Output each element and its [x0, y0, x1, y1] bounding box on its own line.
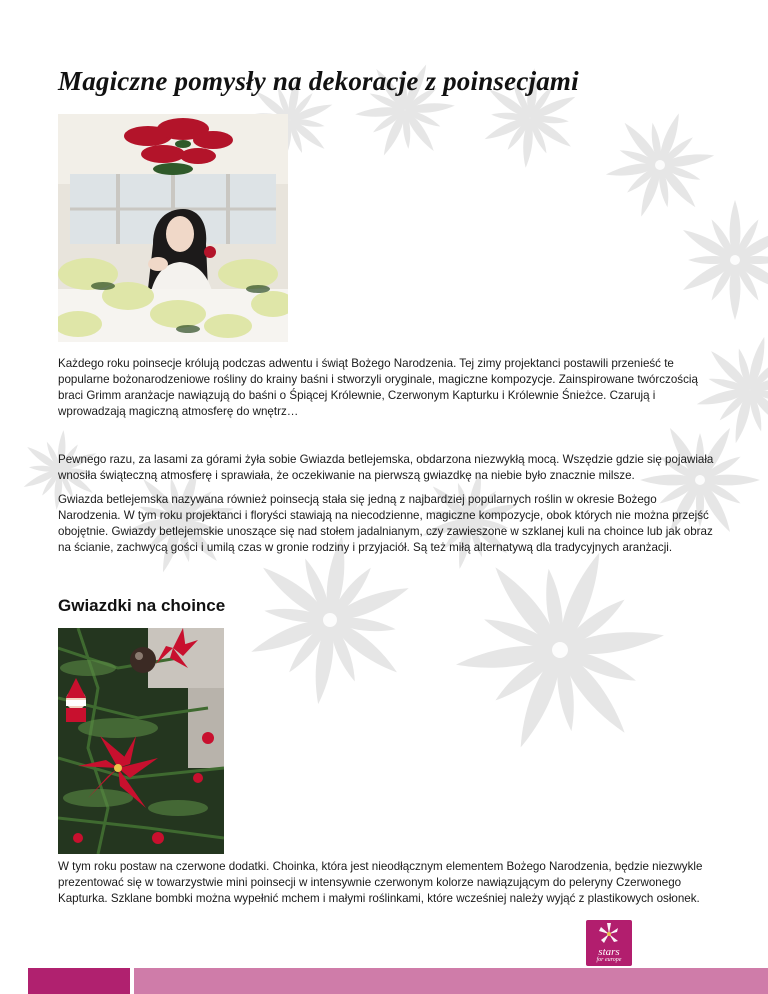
- story-paragraph: Pewnego razu, za lasami za górami żyła sobie Gwiazda betlejemska, obdarzona niezwykłą mocą. Wszędzie gdzie się pojawiała wnosiła świąteczną atmosferę i sprawiała, że oczekiwanie na pierwszą gwiazdkę na niebie było znacznie milsze.: [58, 453, 714, 482]
- footer-bar-left: [28, 968, 130, 994]
- photo-christmas-tree-poinsettia: [58, 628, 224, 854]
- page-title: Magiczne pomysły na dekoracje z poinsecjami: [58, 66, 579, 96]
- photo-woman-with-poinsettias: [58, 114, 288, 342]
- stars-for-europe-logo: [586, 920, 632, 966]
- tree-paragraph: W tym roku postaw na czerwone dodatki. Choinka, która jest nieodłącznym elementem Bożego Narodzenia, będzie niezwykle prezentować się w towarzystwie mini poinsecji w intensywnie czerwonym kolorze nawiązującym do peleryny Czerwonego Kapturka. Szklane bombki można wypełnić mchem i małymi roślinkami, które wcześniej należy wyjąć z plastikowych osłonek.: [58, 860, 703, 905]
- logo-tagline: for europe: [596, 957, 622, 963]
- logo-wordmark: stars: [598, 946, 620, 958]
- poinsettia-paragraph: Gwiazda betlejemska nazywana również poinsecją stała się jedną z najbardziej popularnych roślin w okresie Bożego Narodzenia. W tym roku projektanci i floryści stawiają na niecodzienne, magiczne kompozycje, obok których nie można przejść obojętnie. Gwiazdy betlejemskie unoszące się nad stołem jadalnianym, czy zawieszone w szklanej kuli na choince lub jak obraz na ścianie, zachwycą gości i umilą czas w gronie rodziny i przyjaciół. Są też miłą alternatywą dla tradycyjnych aranżacji.: [58, 493, 713, 554]
- intro-paragraph: Każdego roku poinsecje królują podczas adwentu i świąt Bożego Narodzenia. Tej zimy projektanci postawili przenieść te popularne bożonarodzeniowe rośliny do krainy baśni i stworzyli oryginale, magiczne kompozycje. Zainspirowane twórczością braci Grimm aranżacje nawiązują do baśni o Śpiącej Królewnie, Czerwonym Kapturku i Królewnie Śnieżce. Czarują i wprowadzają magiczną atmosferę do wnętrz…: [58, 357, 698, 418]
- section-heading: Gwiazdki na choince: [58, 596, 226, 615]
- footer-bar-right: [134, 968, 768, 994]
